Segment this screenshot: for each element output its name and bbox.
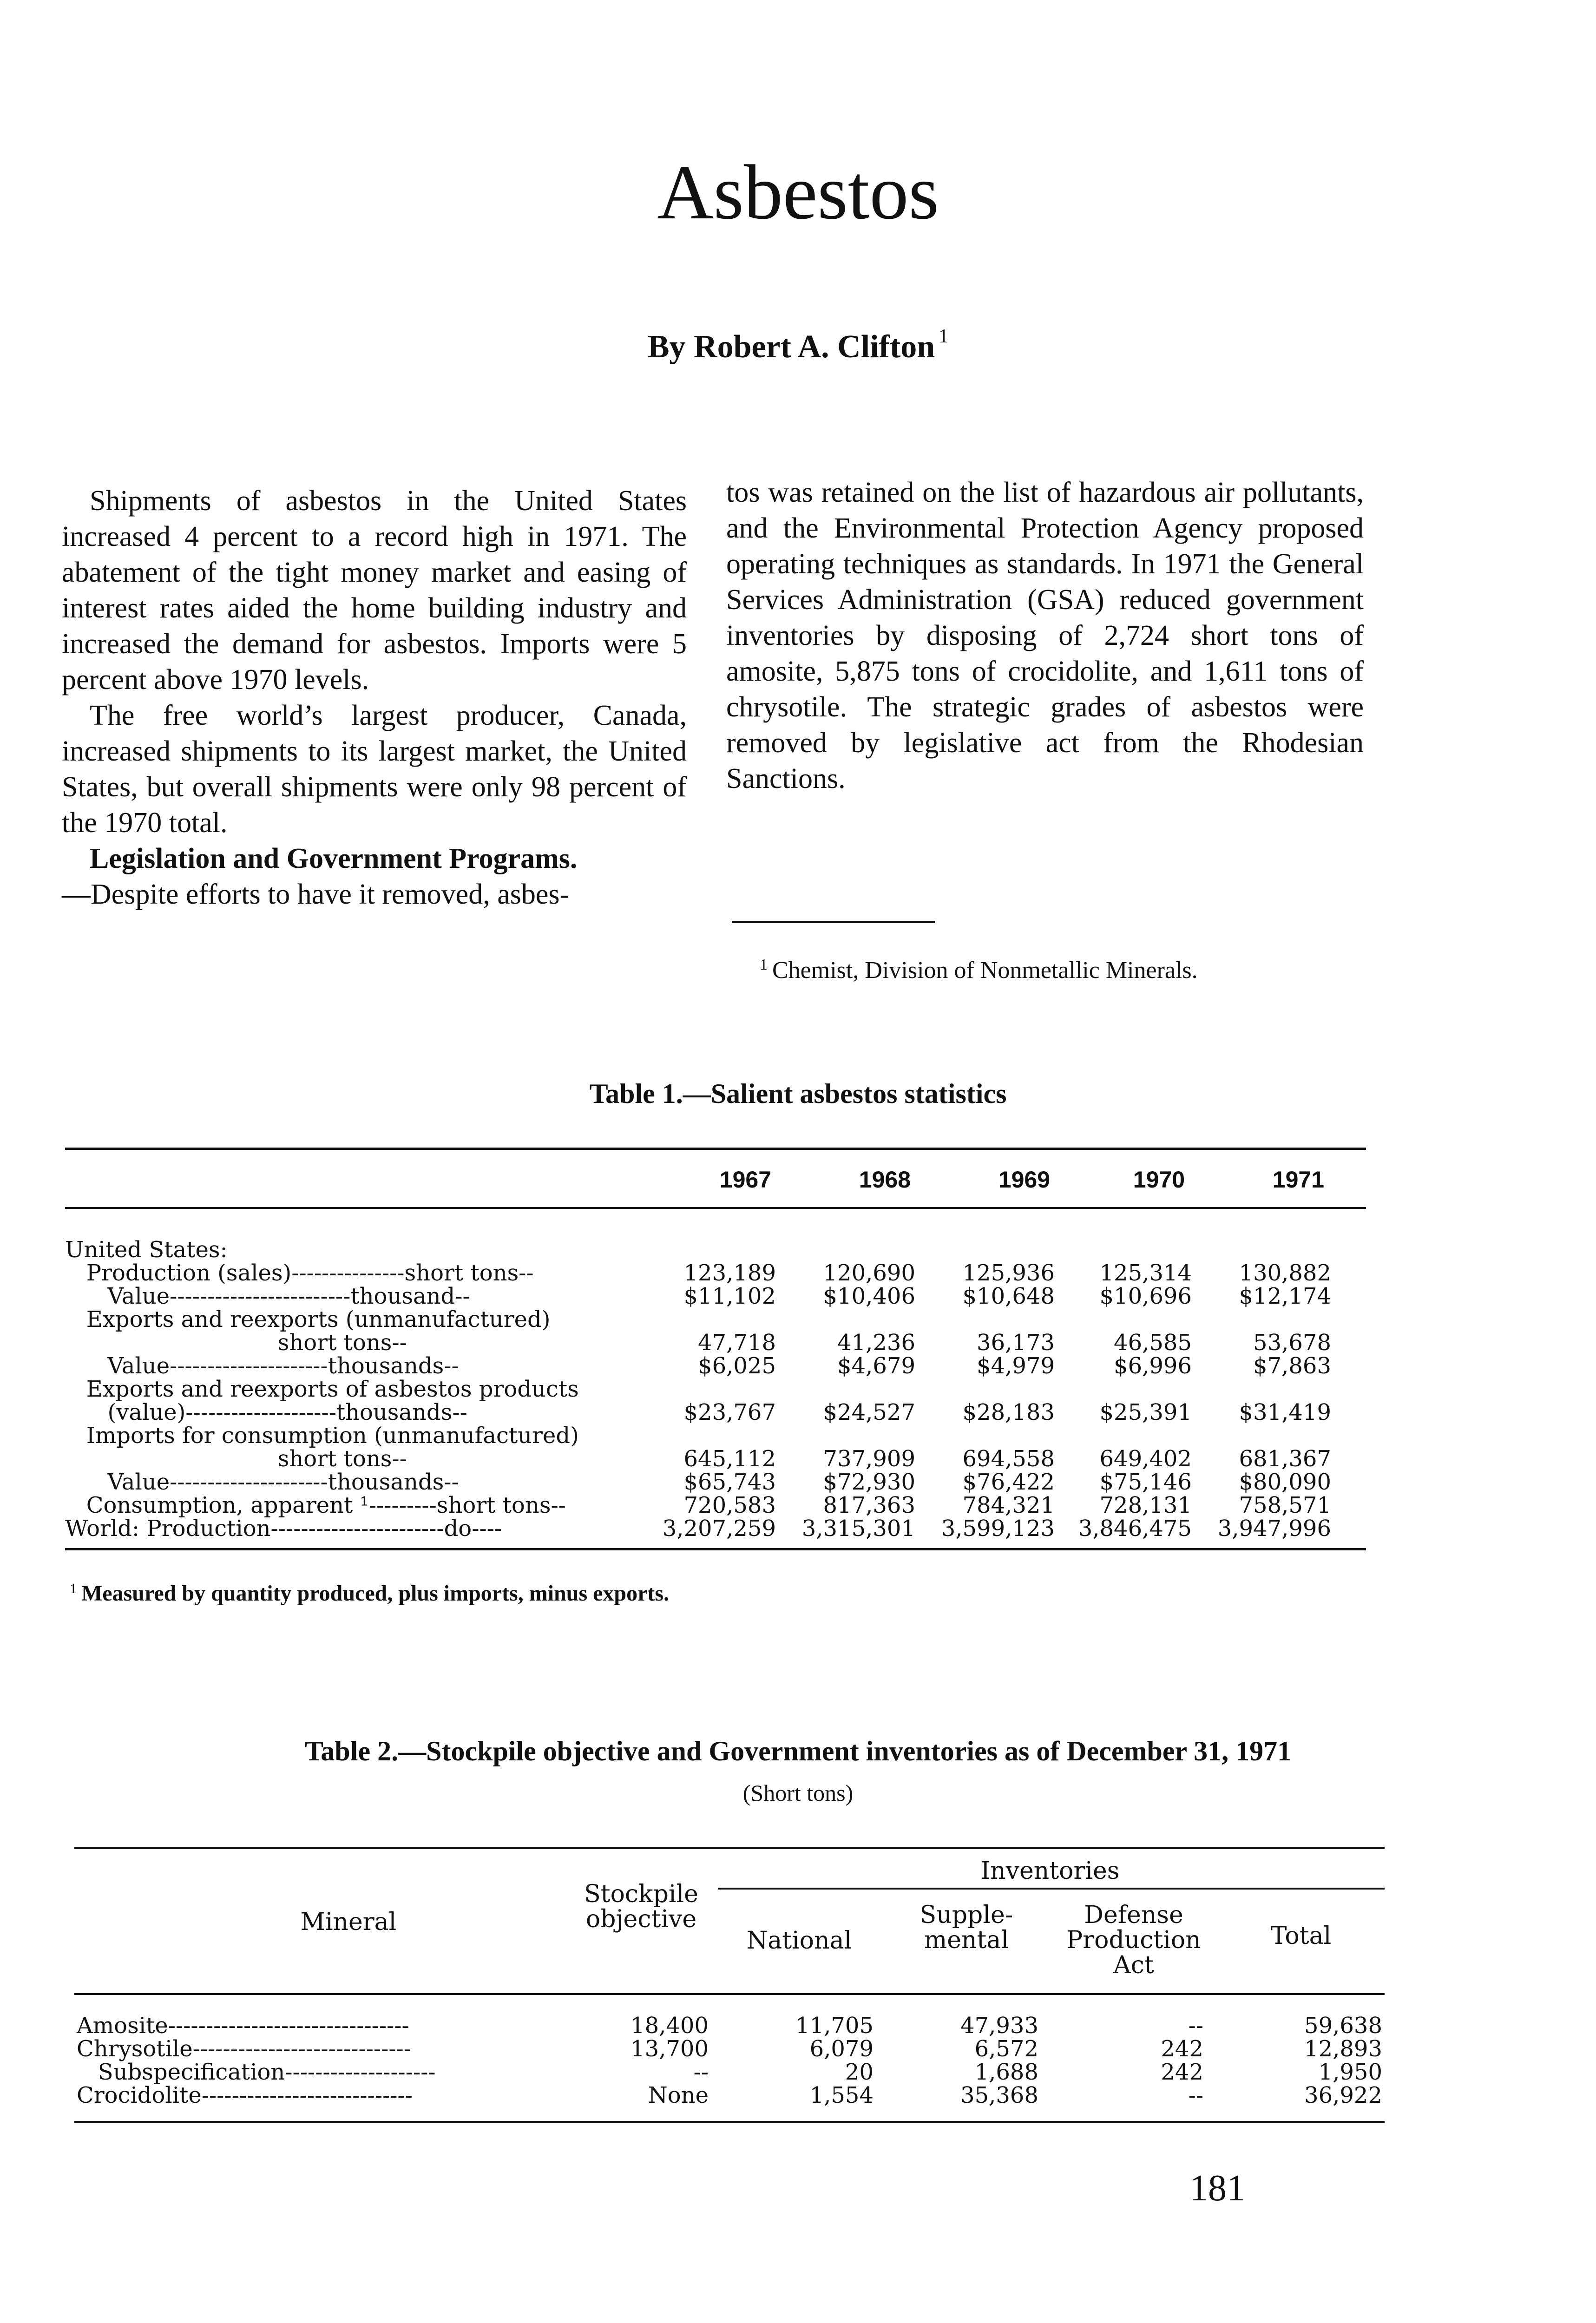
row-label: Crocidolite---------------------------- (77, 2082, 413, 2108)
row-label: Chrysotile----------------------------- (77, 2036, 411, 2062)
paragraph: tos was retained on the list of hazardous air pollutants, and the Environmental Protection Agency proposed operating techniques as standards. In 1971 the General Services Administration (GSA) reduced government inventories by disposing of 2,724 short tons of amosite, 5,875 tons of crocidolite, and 1,611 tons of chrysotile. The strategic grades of asbestos were removed by legislative act from the Rhodesian Sanctions. (726, 477, 1364, 794)
table-cell: $80,090 (1239, 1469, 1331, 1495)
footnote (760, 956, 1198, 984)
table-cell: 720,583 (683, 1492, 776, 1518)
footnote-text: Chemist, Division of Nonmetallic Minerals. (772, 957, 1198, 984)
table-cell: 3,947,996 (1217, 1516, 1331, 1542)
row-label: Value------------------------thousand-- (65, 1283, 470, 1309)
table-cell: 817,363 (823, 1492, 915, 1518)
column-header-defense: Defense Production Act (1066, 1901, 1201, 1979)
row-label: Production (sales)---------------short tons-- (65, 1260, 534, 1286)
year-header: 1968 (859, 1167, 911, 1193)
table-cell: 120,690 (823, 1260, 915, 1286)
table-cell: $23,767 (683, 1399, 776, 1425)
table-cell: 53,678 (1253, 1330, 1331, 1356)
column-header-objective: Stockpile objective (584, 1880, 698, 1933)
table-cell: 35,368 (960, 2082, 1038, 2108)
table-cell: 125,936 (962, 1260, 1055, 1286)
table-cell: -- (1188, 2013, 1203, 2039)
table-cell: 47,933 (960, 2013, 1038, 2039)
table-cell: 681,367 (1239, 1446, 1331, 1472)
table-cell: 242 (1161, 2036, 1203, 2062)
table-cell: 12,893 (1304, 2036, 1382, 2062)
table-cell: 36,922 (1304, 2082, 1382, 2108)
column-header-mineral: Mineral (300, 1908, 397, 1936)
table-cell: $25,391 (1099, 1399, 1192, 1425)
table-cell: 36,173 (977, 1330, 1055, 1356)
row-label: Exports and reexports of asbestos products (65, 1376, 579, 1402)
table-2-subtitle: (Short tons) (742, 1780, 854, 1806)
page-title: Asbestos (657, 149, 939, 236)
table-cell: $72,930 (823, 1469, 915, 1495)
footnote-mark: 1 (70, 1581, 77, 1596)
table-cell: $7,863 (1253, 1353, 1331, 1379)
column-header-national: National (746, 1927, 852, 1955)
table-cell: 645,112 (683, 1446, 776, 1472)
footnote-mark: 1 (939, 326, 949, 347)
byline (0, 325, 1596, 366)
table-cell: 125,314 (1099, 1260, 1192, 1286)
table-cell: 784,321 (962, 1492, 1055, 1518)
table-cell: $10,406 (823, 1283, 915, 1309)
table-cell: $12,174 (1239, 1283, 1331, 1309)
row-label: Value---------------------thousands-- (65, 1353, 459, 1379)
table-rule (65, 1148, 1366, 1150)
table-cell: 737,909 (823, 1446, 915, 1472)
table-cell: 3,846,475 (1078, 1516, 1192, 1542)
column-header-inventories: Inventories (980, 1857, 1120, 1885)
row-label: Value---------------------thousands-- (65, 1469, 459, 1495)
table-cell: 13,700 (631, 2036, 709, 2062)
paragraph (62, 841, 687, 912)
table-cell: 6,572 (974, 2036, 1038, 2062)
table-cell: $6,025 (698, 1353, 776, 1379)
table-cell: 18,400 (631, 2013, 709, 2039)
table-rule (65, 1548, 1366, 1550)
row-label: Consumption, apparent ¹---------short tons-- (65, 1492, 566, 1518)
paragraph-text: —Despite efforts to have it removed, asbes- (62, 879, 570, 910)
row-label: Imports for consumption (unmanufactured) (65, 1423, 579, 1449)
row-label: short tons-- (65, 1330, 407, 1356)
author-name: By Robert A. Clifton (647, 329, 935, 365)
table-cell: 59,638 (1304, 2013, 1382, 2039)
table-cell: $10,648 (962, 1283, 1055, 1309)
table-cell: $11,102 (683, 1283, 776, 1309)
paragraph: The free world’s largest producer, Canada, increased shipments to its largest market, the United States, but overall shipments were only 98 percent of the 1970 total. (62, 700, 687, 839)
table-cell: $4,979 (977, 1353, 1055, 1379)
table-rule (74, 1847, 1385, 1849)
table-cell: 3,207,259 (662, 1516, 776, 1542)
section-heading: Legislation and Government Programs. (90, 843, 578, 874)
table-cell: 3,599,123 (941, 1516, 1055, 1542)
row-label: United States: (65, 1237, 228, 1263)
table-cell: $76,422 (962, 1469, 1055, 1495)
paragraph: Shipments of asbestos in the United States increased 4 percent to a record high in 1971. The abatement of the tight money market and easing of interest rates aided the home building industry and increased the demand for asbestos. Imports were 5 percent above 1970 levels. (62, 485, 687, 696)
row-label: Subspecification-------------------- (77, 2059, 436, 2085)
table-cell: 728,131 (1099, 1492, 1192, 1518)
year-header: 1967 (719, 1167, 771, 1193)
table-cell: 41,236 (837, 1330, 915, 1356)
table-cell: 694,558 (962, 1446, 1055, 1472)
year-header: 1971 (1272, 1167, 1324, 1193)
table-cell: $75,146 (1099, 1469, 1192, 1495)
table-cell: $65,743 (683, 1469, 776, 1495)
table-2-title: Table 2.—Stockpile objective and Government inventories as of December 31, 1971 (304, 1736, 1292, 1766)
table-cell: $24,527 (823, 1399, 915, 1425)
column-header-total: Total (1270, 1922, 1332, 1950)
table-cell: $10,696 (1099, 1283, 1192, 1309)
row-label: Amosite-------------------------------- (77, 2013, 409, 2039)
table-cell: $28,183 (962, 1399, 1055, 1425)
table-cell: None (648, 2082, 709, 2108)
table-rule (74, 2121, 1385, 2123)
column-header-supplemental: Supple- mental (920, 1901, 1013, 1954)
row-label: Exports and reexports (unmanufactured) (65, 1306, 551, 1332)
table-cell: 20 (845, 2059, 874, 2085)
row-label: (value)--------------------thousands-- (65, 1399, 467, 1425)
table-rule (718, 1888, 1385, 1890)
table-footnote (70, 1581, 669, 1606)
table-cell: 1,554 (809, 2082, 874, 2108)
table-cell: 242 (1161, 2059, 1203, 2085)
row-label: World: Production-----------------------do---- (65, 1516, 502, 1542)
table-cell: 6,079 (809, 2036, 874, 2062)
body-column-right (726, 475, 1364, 797)
table-cell: 1,688 (974, 2059, 1038, 2085)
table-cell: 130,882 (1239, 1260, 1331, 1286)
table-cell: $6,996 (1114, 1353, 1192, 1379)
page-number: 181 (1189, 2168, 1245, 2209)
year-header: 1969 (998, 1167, 1050, 1193)
footnote-rule (732, 921, 935, 923)
table-cell: $31,419 (1239, 1399, 1331, 1425)
year-header: 1970 (1133, 1167, 1185, 1193)
table-cell: $4,679 (837, 1353, 915, 1379)
footnote-mark: 1 (760, 956, 768, 973)
table-cell: 46,585 (1114, 1330, 1192, 1356)
table-cell: 758,571 (1239, 1492, 1331, 1518)
table-rule (65, 1207, 1366, 1209)
table-cell: -- (1188, 2082, 1203, 2108)
table-cell: 3,315,301 (801, 1516, 915, 1542)
table-cell: 649,402 (1099, 1446, 1192, 1472)
table-cell: 11,705 (795, 2013, 874, 2039)
table-rule (74, 1993, 1385, 1995)
row-label: short tons-- (65, 1446, 407, 1472)
body-column-left (62, 483, 687, 912)
table-cell: 1,950 (1318, 2059, 1382, 2085)
table-cell: -- (693, 2059, 709, 2085)
table-cell: 123,189 (683, 1260, 776, 1286)
table-1-title: Table 1.—Salient asbestos statistics (589, 1078, 1007, 1109)
table-cell: 47,718 (698, 1330, 776, 1356)
table-footnote-text: Measured by quantity produced, plus imports, minus exports. (81, 1581, 670, 1606)
